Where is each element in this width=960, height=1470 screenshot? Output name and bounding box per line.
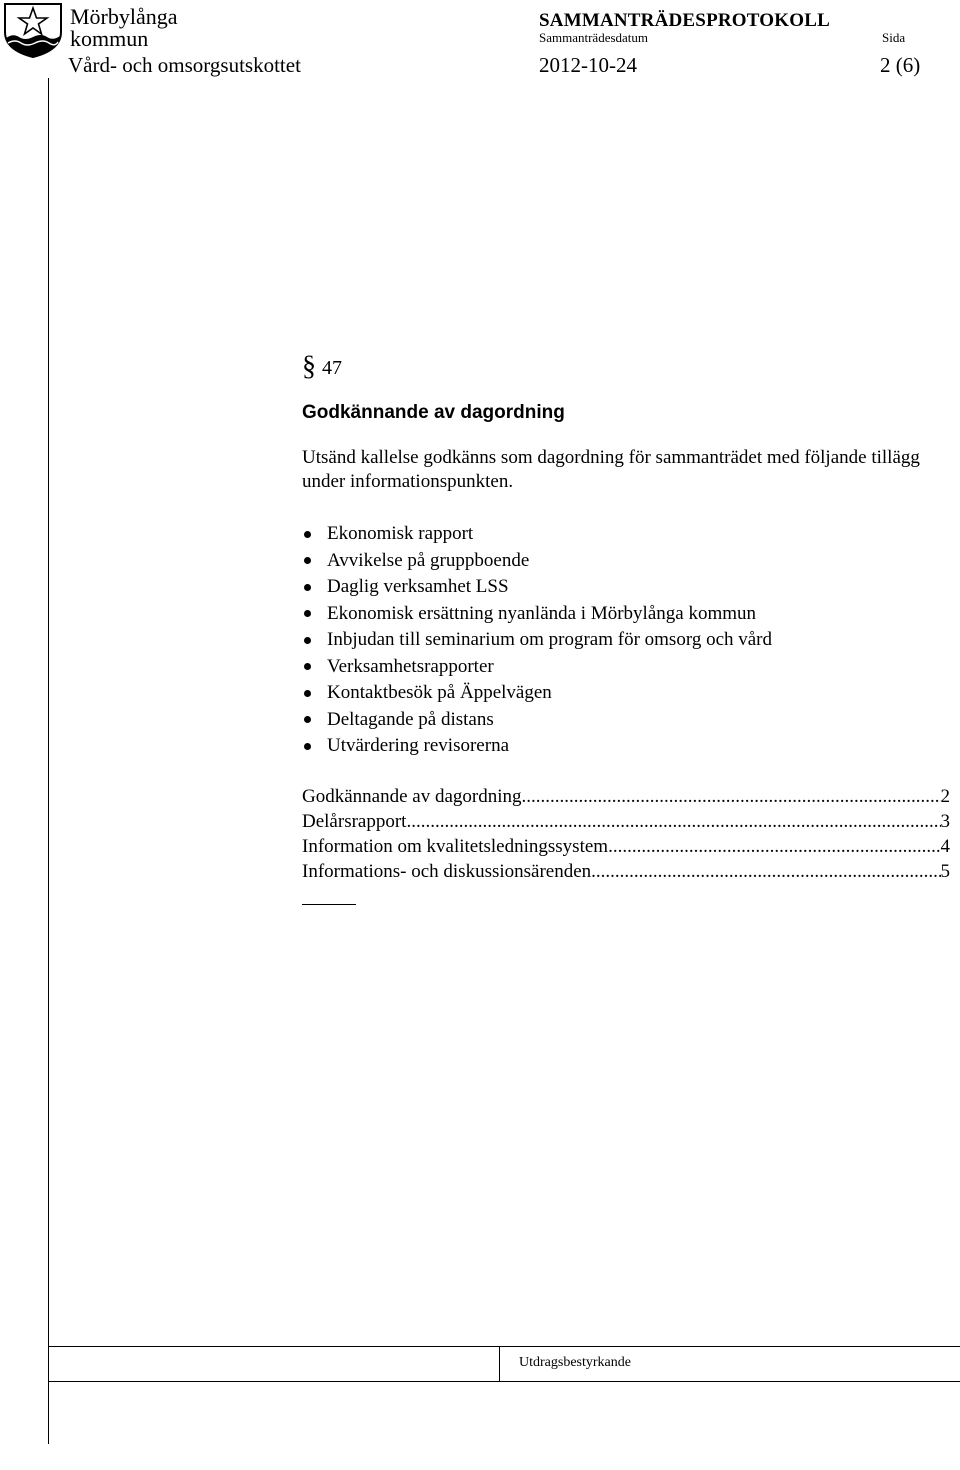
section-symbol: § [302, 351, 316, 382]
list-item-text: Utvärdering revisorerna [327, 735, 510, 757]
org-name-line2: kommun [70, 26, 149, 51]
bullet-icon [304, 531, 311, 538]
toc-entry-title[interactable]: Information om kvalitetsledningssystem [302, 836, 609, 857]
toc-entry-page[interactable]: 3 [940, 811, 950, 832]
toc-entry[interactable] [302, 784, 950, 809]
bullet-icon [304, 610, 311, 617]
meeting-date-label: Sammanträdesdatum [539, 30, 649, 45]
footnote-separator [302, 904, 356, 905]
list-item [302, 548, 772, 575]
footer-rule-bottom [48, 1381, 960, 1382]
list-item [302, 601, 772, 628]
coat-of-arms-icon [2, 2, 64, 58]
list-item-text: Verksamhetsrapporter [327, 655, 494, 677]
toc-entry[interactable] [302, 809, 950, 834]
toc-leader [406, 809, 940, 834]
toc-entry-page[interactable]: 4 [940, 836, 950, 857]
list-item [302, 574, 772, 601]
list-item-text: Ekonomisk rapport [327, 523, 474, 545]
list-item-text: Ekonomisk ersättning nyanlända i Mörbylånga kommun [327, 602, 757, 624]
section-number: 47 [322, 357, 342, 379]
bullet-icon [304, 716, 311, 723]
footer-divider [499, 1346, 500, 1382]
table-of-contents [302, 784, 950, 884]
meeting-date: 2012-10-24 [539, 53, 637, 77]
bullet-icon [304, 663, 311, 670]
agenda-addition-list [302, 521, 772, 760]
toc-entry-title[interactable]: Godkännande av dagordning [302, 786, 522, 807]
org-name-line1: Mörbylånga [70, 4, 178, 29]
toc-entry-title[interactable]: Informations- och diskussionsärenden [302, 861, 592, 882]
bullet-icon [304, 690, 311, 697]
left-margin-rule [48, 78, 49, 1444]
committee-name: Vård- och omsorgsutskottet [68, 53, 301, 77]
bullet-icon [304, 743, 311, 750]
bullet-icon [304, 557, 311, 564]
list-item [302, 680, 772, 707]
toc-entry-page[interactable]: 5 [940, 861, 950, 882]
bullet-icon [304, 637, 311, 644]
toc-entry[interactable] [302, 859, 950, 884]
list-item-text: Avvikelse på gruppboende [327, 549, 530, 571]
list-item [302, 707, 772, 734]
list-item-text: Kontaktbesök på Äppelvägen [327, 682, 552, 704]
intro-text: Utsänd kallelse godkänns som dagordning för sammanträdet med följande tillägg under informationspunkten. [302, 447, 920, 492]
toc-entry-title[interactable]: Delårsrapport [302, 811, 407, 832]
toc-leader [591, 859, 940, 884]
list-item [302, 521, 772, 548]
certification-label: Utdragsbestyrkande [519, 1355, 631, 1370]
list-item-text: Inbjudan till seminarium om program för omsorg och vård [327, 629, 773, 651]
list-item [302, 654, 772, 681]
list-item [302, 627, 772, 654]
paragraph-number [302, 352, 342, 382]
page-label: Sida [882, 30, 906, 45]
toc-entry[interactable] [302, 834, 950, 859]
document-title: SAMMANTRÄDESPROTOKOLL [539, 10, 830, 31]
toc-leader [522, 784, 941, 809]
list-item [302, 733, 772, 760]
list-item-text: Deltagande på distans [327, 708, 494, 730]
toc-entry-page[interactable]: 2 [940, 786, 950, 807]
toc-leader [608, 834, 940, 859]
list-item-text: Daglig verksamhet LSS [327, 576, 509, 598]
section-title: Godkännande av dagordning [302, 402, 565, 423]
page-number: 2 (6) [880, 53, 921, 77]
footer-rule-top [48, 1346, 960, 1347]
bullet-icon [304, 584, 311, 591]
